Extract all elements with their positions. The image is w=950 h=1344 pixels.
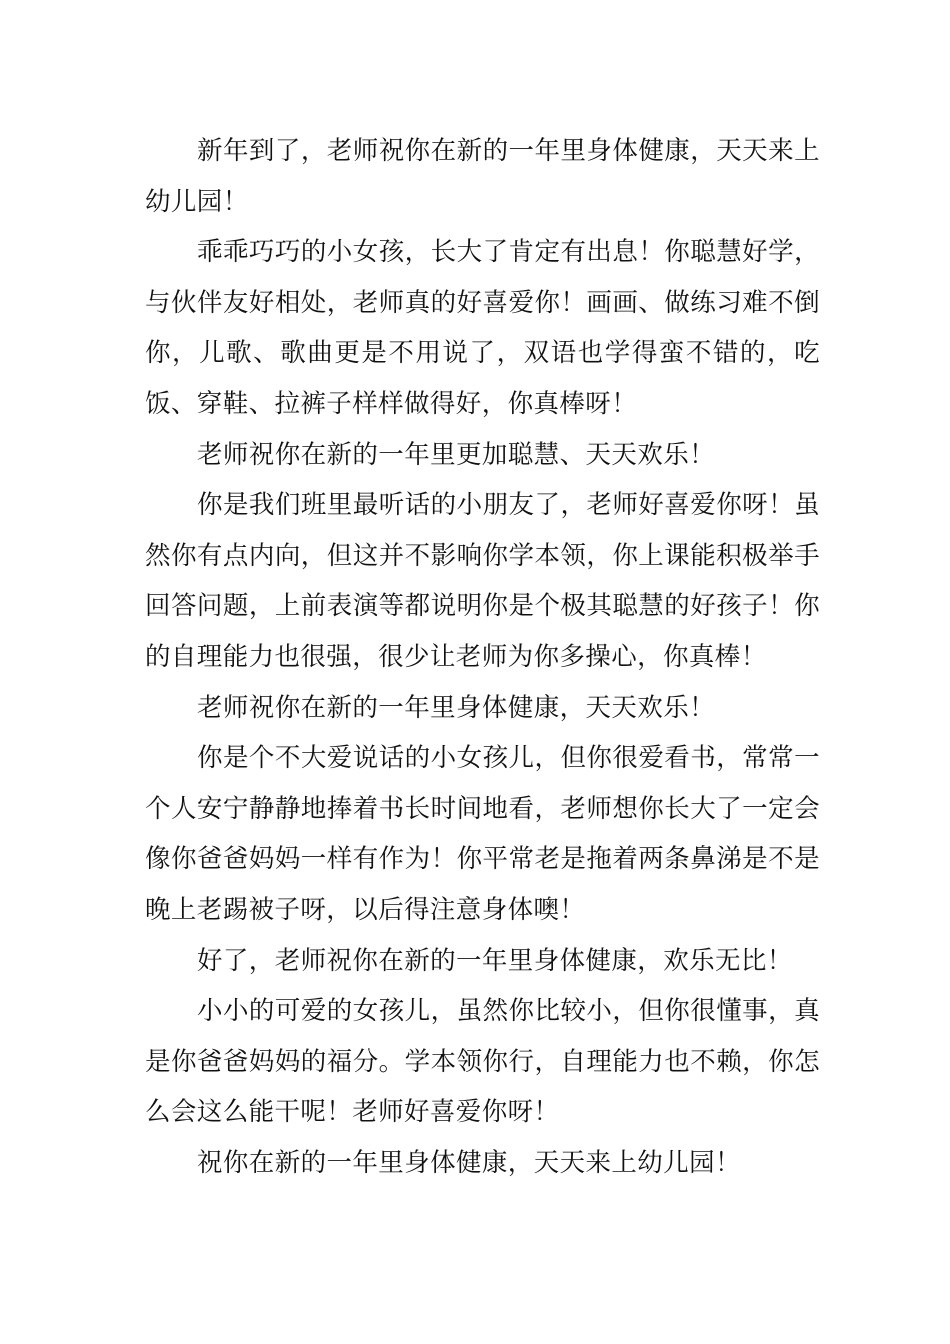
paragraph-3: 老师祝你在新的一年里更加聪慧、天天欢乐！ <box>197 439 716 470</box>
paragraph-4: 你是我们班里最听话的小朋友了，老师好喜爱你呀！虽然你有点内向，但这并不影响你学本领，你上课能积极举手回答问题，上前表演等都说明你是个极其聪慧的好孩子！你的自理能力也很强，很少让老师为你多操心，你真棒！ <box>145 490 820 672</box>
document-body <box>145 126 820 1188</box>
paragraph-8: 小小的可爱的女孩儿，虽然你比较小，但你很懂事，真是你爸爸妈妈的福分。学本领你行，自理能力也不赖，你怎么会这么能干呢！老师好喜爱你呀！ <box>145 996 820 1128</box>
paragraph-2: 乖乖巧巧的小女孩，长大了肯定有出息！你聪慧好学，与伙伴友好相处，老师真的好喜爱你！画画、做练习难不倒你，儿歌、歌曲更是不用说了，双语也学得蛮不错的，吃饭、穿鞋、拉裤子样样做得好，你真棒呀！ <box>145 237 820 419</box>
paragraph-9: 祝你在新的一年里身体健康，天天来上幼儿园！ <box>197 1147 741 1178</box>
paragraph-1: 新年到了，老师祝你在新的一年里身体健康，天天来上幼儿园！ <box>145 136 820 217</box>
paragraph-6: 你是个不大爱说话的小女孩儿，但你很爱看书，常常一个人安宁静静地捧着书长时间地看，老师想你长大了一定会像你爸爸妈妈一样有作为！你平常老是拖着两条鼻涕是不是晚上老踢被子呀，以后得注意身体噢！ <box>145 743 820 925</box>
paragraph-5: 老师祝你在新的一年里身体健康，天天欢乐！ <box>197 692 716 723</box>
paragraph-7: 好了，老师祝你在新的一年里身体健康，欢乐无比！ <box>197 945 793 976</box>
